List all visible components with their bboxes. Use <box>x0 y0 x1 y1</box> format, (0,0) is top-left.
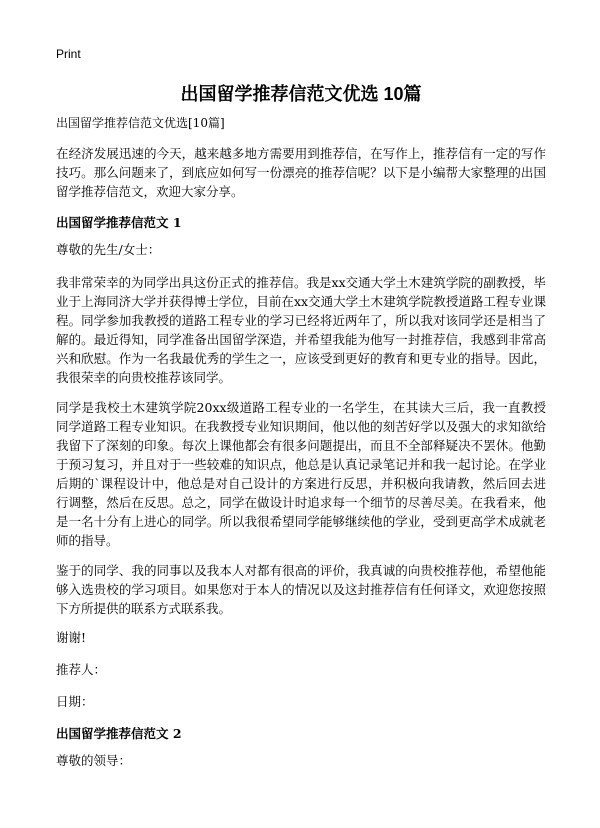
intro-paragraph: 在经济发展迅速的今天，越来越多地方需要用到推荐信，在写作上，推荐信有一定的写作技巧。那么问题来了，到底应如何写一份漂亮的推荐信呢？以下是小编帮大家整理的出国留学推荐信范文，欢迎大家分享。 <box>56 146 546 199</box>
section-2-heading: 出国留学推荐信范文 2 <box>56 726 182 741</box>
section-1-paragraph-3: 鉴于的同学、我的同事以及我本人对都有很高的评价，我真诚的向贵校推荐他，希望他能够入选贵校的学习项目。如果您对于本人的情况以及这封推荐信有任何译文，欢迎您按照下方所提供的联系方式联系我。 <box>56 563 546 616</box>
thanks-line: 谢谢! <box>56 630 87 645</box>
document-title: 出国留学推荐信范文优选 10篇 <box>180 84 422 104</box>
recommender-line: 推荐人： <box>56 662 107 677</box>
section-1-paragraph-2: 同学是我校土木建筑学院20xx级道路工程专业的一名学生，在其读大三后，我一直教授同学道路工程专业知识。在我教授专业知识期间，他以他的刻苦好学以及强大的求知欲给我留下了深刻的印象。每次上课他都会有很多问题提出，而且不全部释疑决不罢休。他勤于预习复习，并且对于一些较难的知识点，他总是认真记录笔记并和我一起讨论。在学业后期的`课程设计中，他总是对自己设计的方案进行反思，并积极向我请教，然后回去进行调整，然后在反思。总之，同学在做设计时追求每一个细节的尽善尽美。在我看来，他是一名十分有上进心的同学。所以我很希望同学能够继续他的学业，受到更高学术成就老师的指导。 <box>56 400 546 548</box>
section-1-salutation: 尊敬的先生/女士： <box>56 242 161 257</box>
document-page <box>56 46 546 784</box>
section-2-salutation: 尊敬的领导： <box>56 753 132 768</box>
section-1-paragraph-1: 我非常荣幸的为同学出具这份正式的推荐信。我是xx交通大学土木建筑学院的副教授，毕业于上海同济大学并获得博士学位，目前在xx交通大学土木建筑学院教授道路工程专业课程。同学参加我教授的道路工程专业的学习已经将近两年了，所以我对该同学还是相当了解的。最近得知，同学准备出国留学深造，并希望我能为他写一封推荐信，我感到非常高兴和欣慰。作为一名我最优秀的学生之一，应该受到更好的教育和更专业的指导。因此，我很荣幸的向贵校推荐该同学。 <box>56 275 546 385</box>
date-line: 日期： <box>56 694 94 709</box>
print-label: Print <box>56 47 81 61</box>
document-subtitle: 出国留学推荐信范文优选[10篇] <box>56 116 225 130</box>
section-1-heading: 出国留学推荐信范文 1 <box>56 215 182 230</box>
